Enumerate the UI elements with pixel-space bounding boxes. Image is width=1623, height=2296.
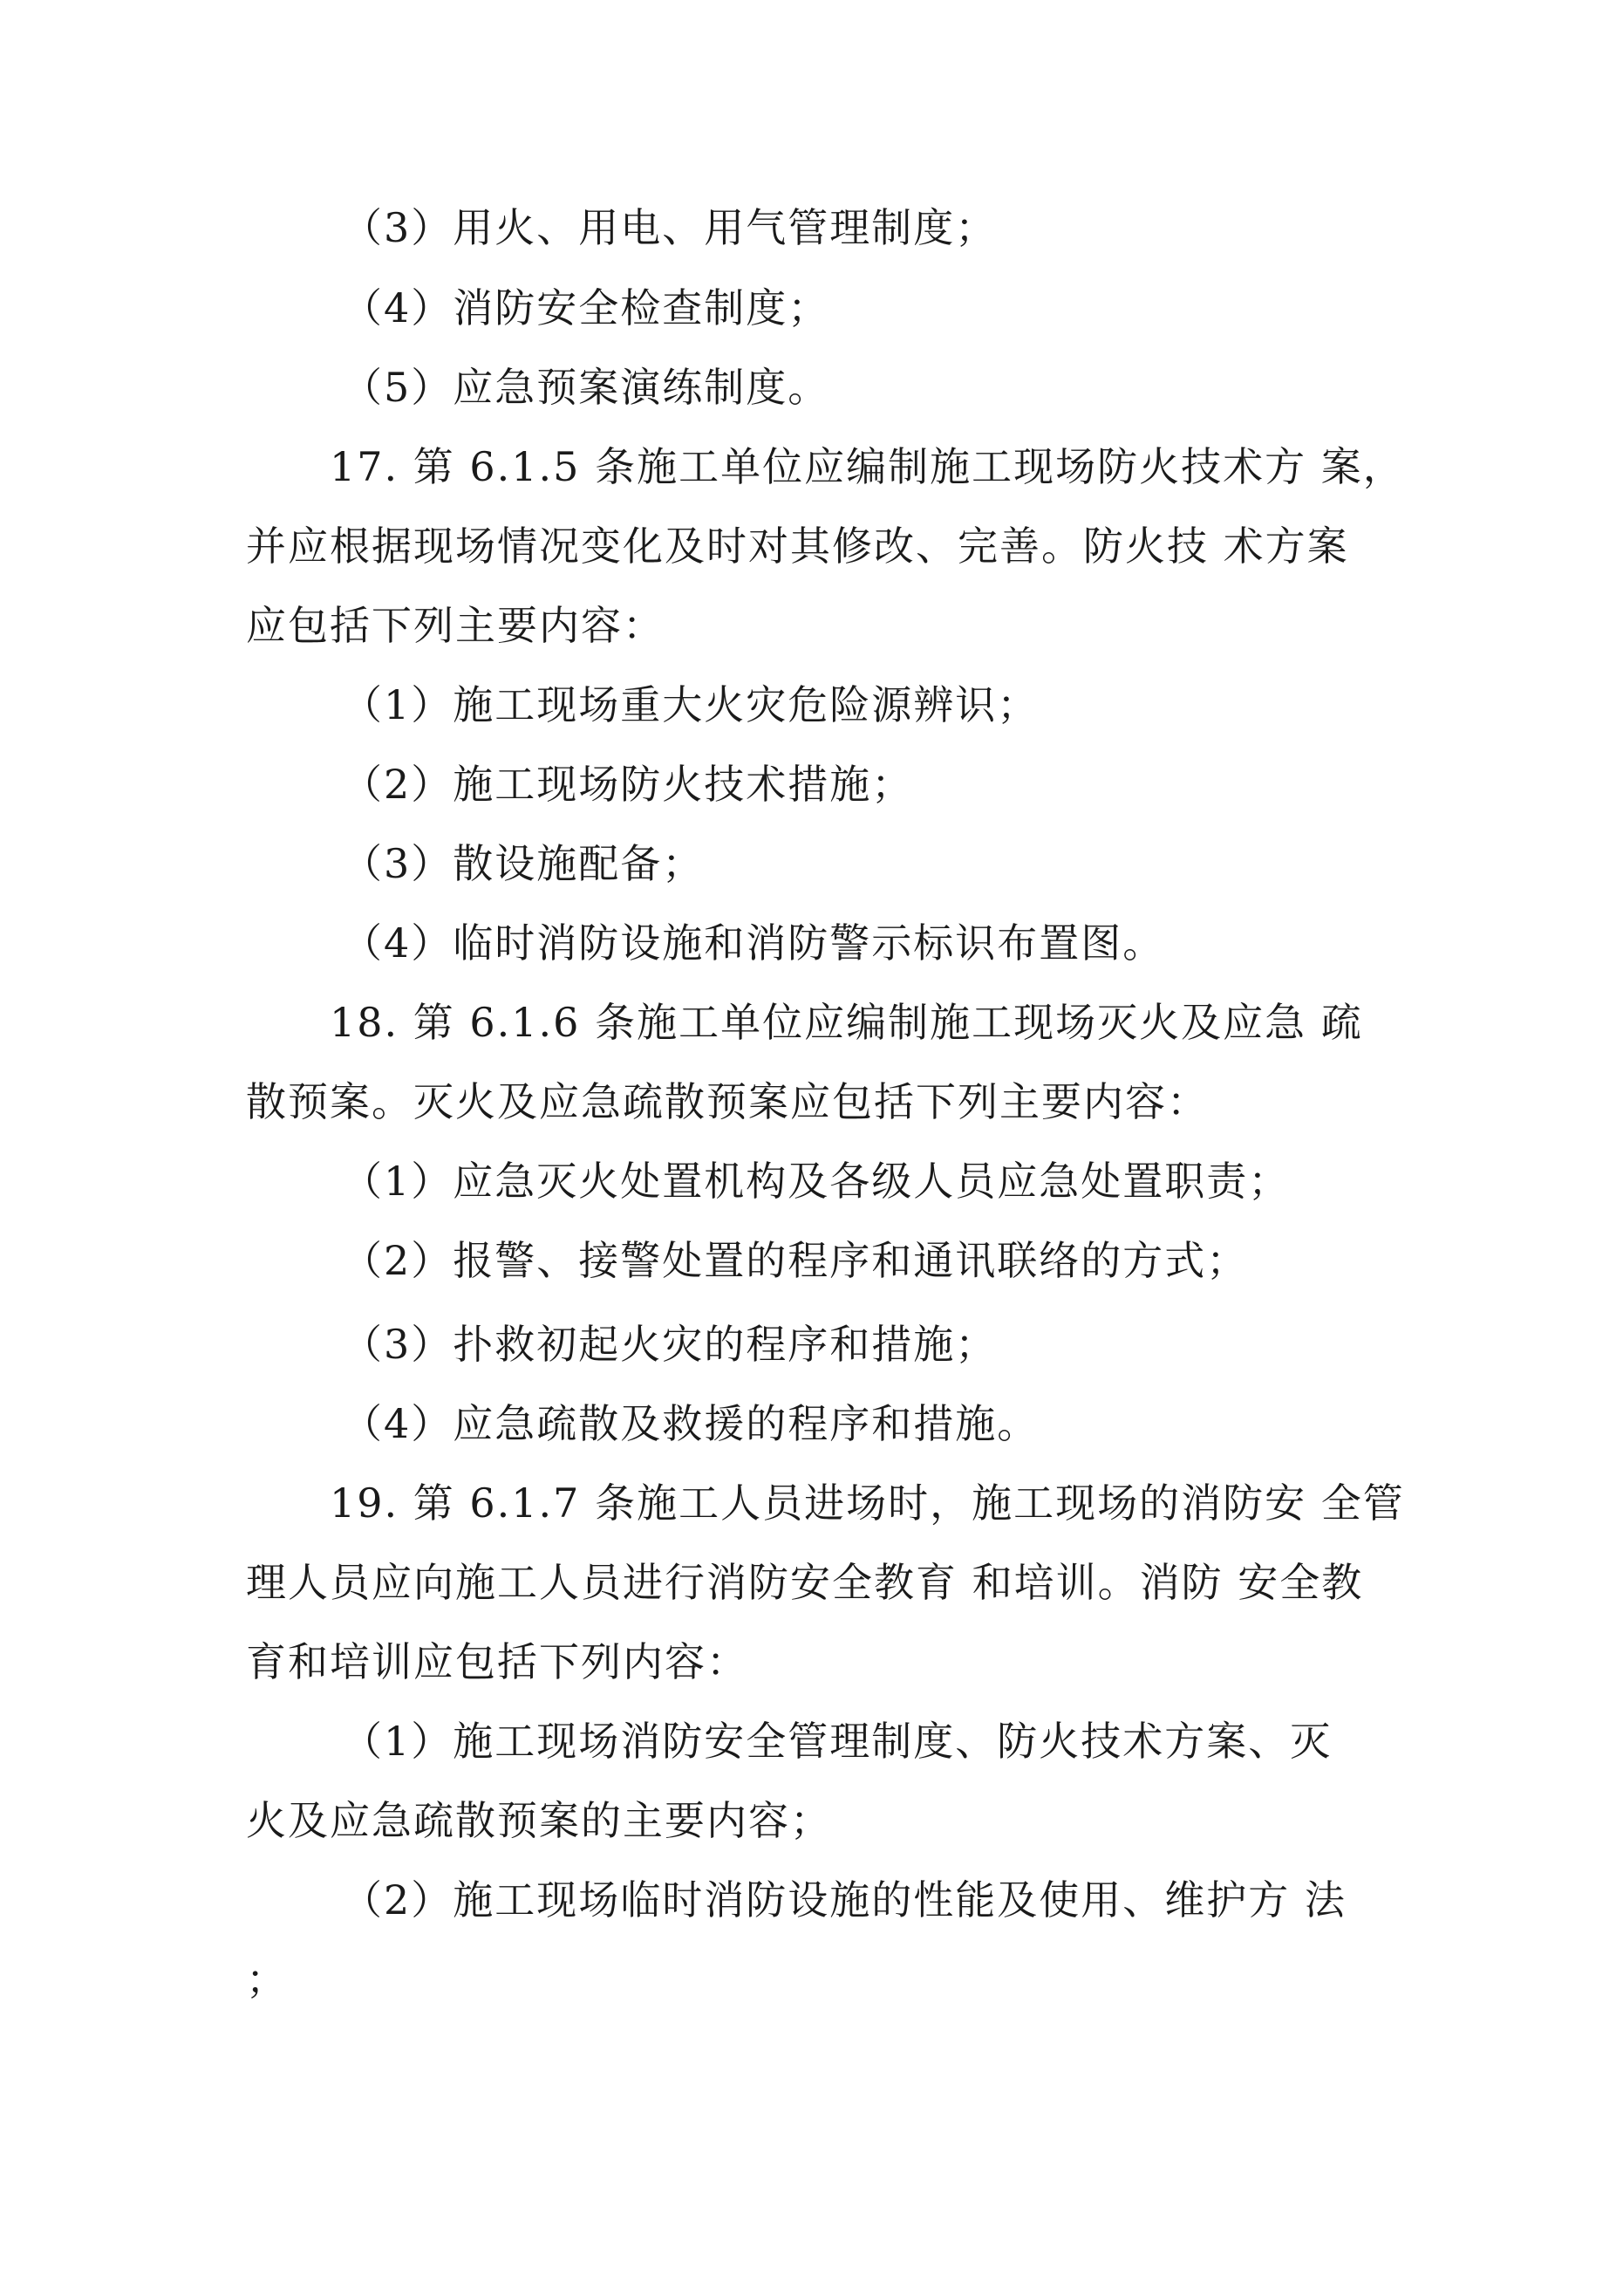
clause-17-line-2: 并应根据现场情况变化及时对其修改、完善。防火技 术方案 <box>246 523 1349 570</box>
clause-17-line-1: 17. 第 6.1.5 条施工单位应编制施工现场防火技术方 案， <box>330 443 1405 490</box>
clause-17-line-3: 应包括下列主要内容： <box>246 602 665 649</box>
list-item: （4）消防安全检查制度； <box>342 284 830 331</box>
list-item: （4）应急疏散及救援的程序和措施。 <box>342 1400 1040 1447</box>
clause-18-line-2: 散预案。灭火及应急疏散预案应包括下列主要内容： <box>246 1078 1209 1125</box>
list-item: （3）用火、用电、用气管理制度； <box>342 204 998 251</box>
clause-19-line-2: 理人员应向施工人员进行消防安全教育 和培训。消防 安全教 <box>246 1559 1364 1606</box>
list-item: （5）应急预案演练制度。 <box>342 364 830 411</box>
list-item: （3）扑救初起火灾的程序和措施； <box>342 1321 998 1368</box>
list-item: （2）报警、接警处置的程序和通讯联络的方式； <box>342 1237 1249 1284</box>
list-item: （2）施工现场临时消防设施的性能及使用、维护方 法 <box>342 1876 1347 1924</box>
list-item-continuation: ； <box>246 1956 288 2003</box>
clause-19-line-1: 19. 第 6.1.7 条施工人员进场时，施工现场的消防安 全管 <box>330 1479 1405 1527</box>
list-item: （2）施工现场防火技术措施； <box>342 761 914 808</box>
list-item: （1）应急灭火处置机构及各级人员应急处置职责； <box>342 1158 1291 1205</box>
list-item: （1）施工现场重大火灾危险源辨识； <box>342 681 1040 728</box>
clause-19-line-3: 育和培训应包括下列内容： <box>246 1638 748 1685</box>
list-item-continuation: 火及应急疏散预案的主要内容； <box>246 1797 832 1844</box>
list-item: （1）施工现场消防安全管理制度、防火技术方案、灭 <box>342 1718 1333 1765</box>
list-item: （4）临时消防设施和消防警示标识布置图。 <box>342 919 1165 967</box>
clause-18-line-1: 18. 第 6.1.6 条施工单位应编制施工现场灭火及应急 疏 <box>330 999 1363 1046</box>
list-item: （3）散设施配备； <box>342 840 705 887</box>
